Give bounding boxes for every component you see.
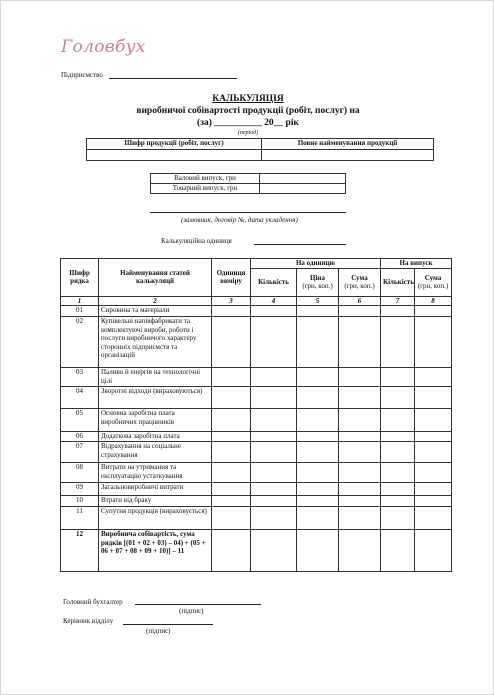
value-cell[interactable] xyxy=(297,409,339,432)
value-cell[interactable] xyxy=(297,442,339,463)
row-code: 01 xyxy=(61,306,99,317)
table-row xyxy=(61,496,452,507)
signature-note-1: (підпис) xyxy=(179,607,204,615)
value-cell[interactable] xyxy=(415,496,452,507)
value-cell[interactable] xyxy=(415,317,452,368)
value-cell[interactable] xyxy=(381,463,415,483)
customer-line xyxy=(150,212,346,213)
value-cell[interactable] xyxy=(251,530,297,572)
chief-accountant-label: Головний бухгалтер xyxy=(63,598,123,606)
value-cell[interactable] xyxy=(339,317,381,368)
row-name: Втрати від браку xyxy=(99,496,212,507)
value-cell[interactable] xyxy=(297,530,339,572)
table-row xyxy=(61,432,452,442)
calc-unit-label: Калькуляційна одиниця xyxy=(161,237,232,245)
value-cell[interactable] xyxy=(415,432,452,442)
row-name: Витрати на утримання та експлуатацію устаткування xyxy=(99,463,212,483)
header-per-output: На випуск xyxy=(381,259,452,269)
value-cell[interactable] xyxy=(339,306,381,317)
header-code: Шифр рядка xyxy=(61,259,99,297)
header-price: Ціна xyxy=(310,273,325,282)
row-name: Виробнича собівартість, сума рядків [(01 + 02 + 03) – 04) + (05 + 06 + 07 + 08 + 09 + 10)] – 11 xyxy=(99,530,212,572)
table-row xyxy=(61,530,452,572)
value-cell[interactable] xyxy=(251,432,297,442)
table-row xyxy=(61,483,452,496)
product-name-cell[interactable] xyxy=(262,150,434,161)
value-cell[interactable] xyxy=(297,507,339,530)
value-cell[interactable] xyxy=(415,442,452,463)
value-cell[interactable] xyxy=(297,306,339,317)
value-cell[interactable] xyxy=(381,483,415,496)
enterprise-line xyxy=(109,78,237,79)
value-cell[interactable] xyxy=(251,317,297,368)
commodity-output-label: Товарний випуск, грн xyxy=(151,184,260,194)
doc-period: (за) __________ 20__ рік xyxy=(197,118,299,128)
value-cell[interactable] xyxy=(415,368,452,387)
value-cell[interactable] xyxy=(212,442,251,463)
value-cell[interactable] xyxy=(297,368,339,387)
table-row xyxy=(61,409,452,432)
head-line xyxy=(123,624,213,625)
column-number-row xyxy=(61,296,452,306)
value-cell[interactable] xyxy=(339,507,381,530)
table-row xyxy=(61,368,452,387)
header-sum-cell xyxy=(339,268,381,296)
header-per-unit: На одиницю xyxy=(251,259,381,269)
value-cell[interactable] xyxy=(297,317,339,368)
col-number: 3 xyxy=(212,296,251,306)
value-cell[interactable] xyxy=(381,496,415,507)
gross-output-value[interactable] xyxy=(260,174,346,184)
col-number: 6 xyxy=(339,296,381,306)
value-cell[interactable] xyxy=(212,306,251,317)
col-number: 7 xyxy=(381,296,415,306)
customer-note: (замовник, договір №, дата укладення) xyxy=(181,216,298,224)
row-name: Сировина та матеріали xyxy=(99,306,212,317)
header-price-unit: (грн, коп.) xyxy=(302,282,333,290)
value-cell[interactable] xyxy=(339,409,381,432)
row-name: Паливо й енергія на технологічні цілі xyxy=(99,368,212,387)
value-cell[interactable] xyxy=(212,432,251,442)
value-cell[interactable] xyxy=(212,409,251,432)
product-code-cell[interactable] xyxy=(87,150,262,161)
value-cell[interactable] xyxy=(339,496,381,507)
value-cell[interactable] xyxy=(251,507,297,530)
value-cell[interactable] xyxy=(339,483,381,496)
product-table xyxy=(86,138,434,161)
header-unit: Одиниця виміру xyxy=(212,259,251,297)
value-cell[interactable] xyxy=(381,442,415,463)
value-cell[interactable] xyxy=(381,317,415,368)
header-qty2: Кількість xyxy=(381,268,415,296)
calculation-body xyxy=(61,306,452,572)
value-cell[interactable] xyxy=(415,507,452,530)
value-cell[interactable] xyxy=(339,368,381,387)
value-cell[interactable] xyxy=(297,387,339,409)
table-row xyxy=(61,306,452,317)
value-cell[interactable] xyxy=(297,496,339,507)
row-code: 09 xyxy=(61,483,99,496)
header-sum2: Сума xyxy=(424,273,442,282)
row-code: 04 xyxy=(61,387,99,409)
table-row xyxy=(61,387,452,409)
value-cell[interactable] xyxy=(251,387,297,409)
value-cell[interactable] xyxy=(339,387,381,409)
chief-accountant-line xyxy=(135,604,261,605)
value-cell[interactable] xyxy=(339,442,381,463)
value-cell[interactable] xyxy=(212,496,251,507)
value-cell[interactable] xyxy=(212,368,251,387)
value-cell[interactable] xyxy=(381,387,415,409)
col-number: 4 xyxy=(251,296,297,306)
value-cell[interactable] xyxy=(339,432,381,442)
product-name-header: Повне найменування продукції xyxy=(262,139,434,150)
value-cell[interactable] xyxy=(381,530,415,572)
table-row xyxy=(61,507,452,530)
value-cell[interactable] xyxy=(212,507,251,530)
value-cell[interactable] xyxy=(212,463,251,483)
row-name: Загальновиробничі витрати xyxy=(99,483,212,496)
header-qty: Кількість xyxy=(251,268,297,296)
table-row xyxy=(61,317,452,368)
header-sum2-cell xyxy=(415,268,452,296)
value-cell[interactable] xyxy=(339,463,381,483)
output-table xyxy=(150,173,346,194)
commodity-output-value[interactable] xyxy=(260,184,346,194)
col-number: 5 xyxy=(297,296,339,306)
gross-output-label: Валовий випуск, грн xyxy=(151,174,260,184)
value-cell[interactable] xyxy=(415,530,452,572)
row-code: 03 xyxy=(61,368,99,387)
value-cell[interactable] xyxy=(415,387,452,409)
value-cell[interactable] xyxy=(251,442,297,463)
enterprise-label: Підприємство xyxy=(61,71,103,79)
row-name: Зворотні відходи (вираховуються) xyxy=(99,387,212,409)
row-code: 06 xyxy=(61,432,99,442)
row-name: Супутня продукція (вираховується) xyxy=(99,507,212,530)
row-name: Відрахування на соціальне страхування xyxy=(99,442,212,463)
value-cell[interactable] xyxy=(381,409,415,432)
row-code: 10 xyxy=(61,496,99,507)
value-cell[interactable] xyxy=(415,463,452,483)
col-number: 8 xyxy=(415,296,452,306)
value-cell[interactable] xyxy=(251,409,297,432)
value-cell[interactable] xyxy=(381,432,415,442)
calculation-table xyxy=(60,258,452,572)
header-sum-unit: (грн, коп.) xyxy=(344,282,375,290)
value-cell[interactable] xyxy=(297,432,339,442)
value-cell[interactable] xyxy=(381,368,415,387)
row-code: 02 xyxy=(61,317,99,368)
col-number: 1 xyxy=(61,296,99,306)
value-cell[interactable] xyxy=(415,409,452,432)
signature-note-2: (підпис) xyxy=(146,627,171,635)
period-note: (період) xyxy=(237,130,259,136)
row-code: 05 xyxy=(61,409,99,432)
row-name: Додаткова заробітна плата xyxy=(99,432,212,442)
doc-subtitle: виробничої собівартості продукції (робіт, послуг) на xyxy=(136,106,360,116)
value-cell[interactable] xyxy=(251,496,297,507)
value-cell[interactable] xyxy=(381,306,415,317)
value-cell[interactable] xyxy=(251,463,297,483)
calc-unit-line xyxy=(254,244,346,245)
header-price-cell xyxy=(297,268,339,296)
product-code-header: Шифр продукції (робіт, послуг) xyxy=(87,139,262,150)
value-cell[interactable] xyxy=(251,306,297,317)
table-row xyxy=(61,442,452,463)
value-cell[interactable] xyxy=(415,483,452,496)
row-name: Купівельні напівфабрикати та комплектуючі вироби, роботи і послуги виробничого характеру сторонніх підприємств та організацій xyxy=(99,317,212,368)
header-sum2-unit: (грн, коп.) xyxy=(417,282,449,290)
value-cell[interactable] xyxy=(415,306,452,317)
value-cell[interactable] xyxy=(212,483,251,496)
value-cell[interactable] xyxy=(297,463,339,483)
value-cell[interactable] xyxy=(212,387,251,409)
row-code: 08 xyxy=(61,463,99,483)
value-cell[interactable] xyxy=(251,368,297,387)
row-code: 07 xyxy=(61,442,99,463)
header-sum: Сума xyxy=(351,273,368,282)
col-number: 2 xyxy=(99,296,212,306)
doc-title: КАЛЬКУЛЯЦІЯ xyxy=(212,94,284,104)
logo: Головбух xyxy=(61,37,146,57)
row-code: 12 xyxy=(61,530,99,572)
value-cell[interactable] xyxy=(212,530,251,572)
value-cell[interactable] xyxy=(212,317,251,368)
value-cell[interactable] xyxy=(251,483,297,496)
table-row xyxy=(61,463,452,483)
value-cell[interactable] xyxy=(381,507,415,530)
row-code: 11 xyxy=(61,507,99,530)
value-cell[interactable] xyxy=(339,530,381,572)
header-name: Найменування статей калькуляції xyxy=(99,259,212,297)
head-label: Керівник відділу xyxy=(63,617,114,625)
value-cell[interactable] xyxy=(297,483,339,496)
row-name: Основна заробітна плата виробничих працівників xyxy=(99,409,212,432)
